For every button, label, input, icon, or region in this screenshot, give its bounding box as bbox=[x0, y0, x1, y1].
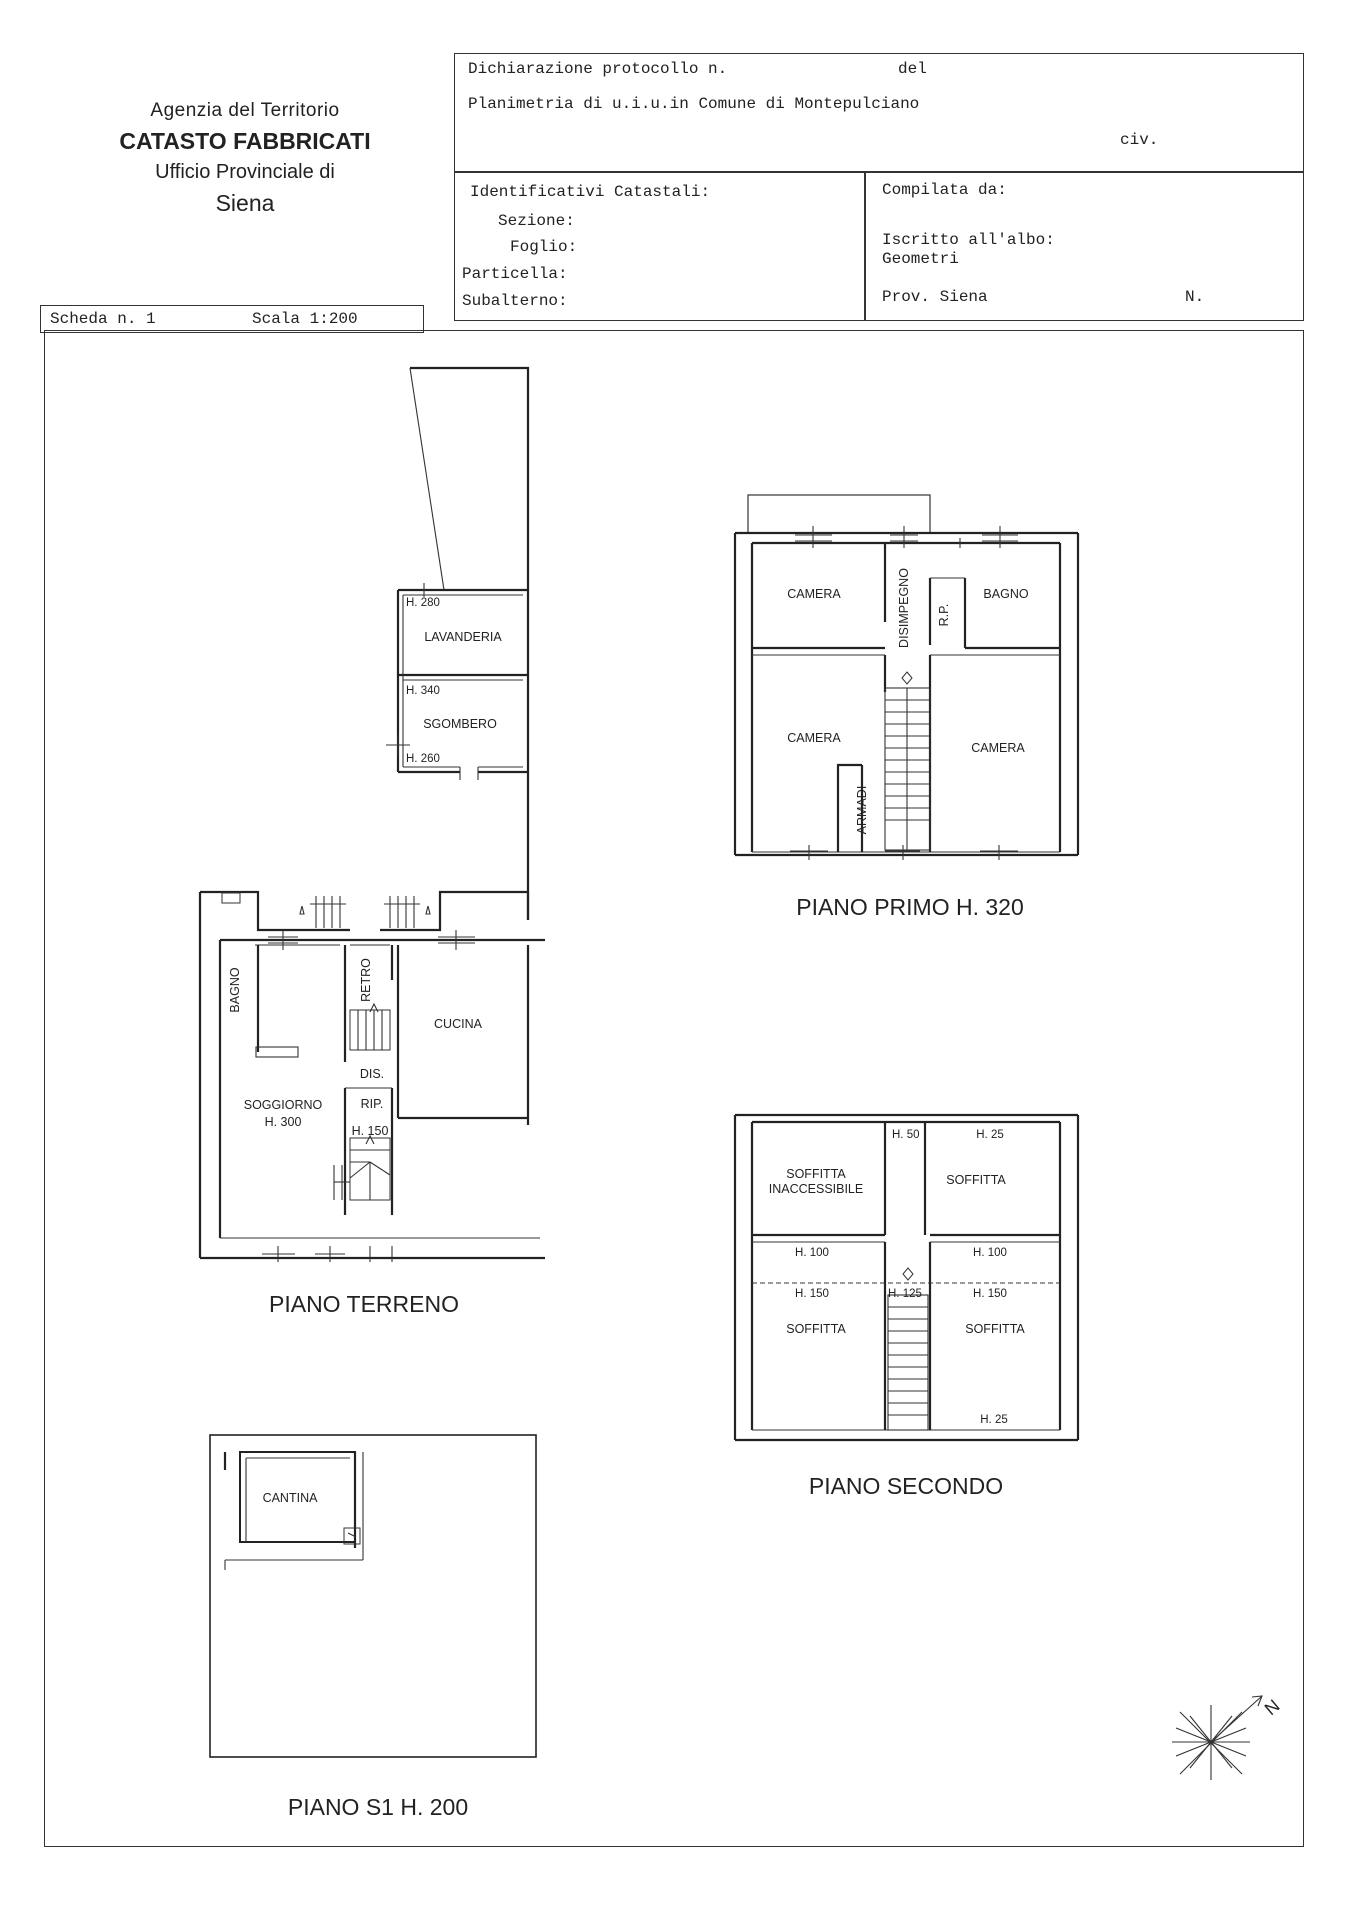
protocol-label: Dichiarazione protocollo n. bbox=[468, 60, 728, 78]
bagno-primo-label: BAGNO bbox=[983, 587, 1029, 601]
soffitta-inaccessibile-line2: INACCESSIBILE bbox=[768, 1182, 864, 1196]
h150-left-label: H. 150 bbox=[795, 1288, 829, 1300]
bagno-terreno-label: BAGNO bbox=[228, 967, 242, 1013]
del-label: del bbox=[898, 60, 927, 78]
annex-structure bbox=[386, 368, 528, 920]
h150-right-label: H. 150 bbox=[973, 1288, 1007, 1300]
scala-label: Scala 1:200 bbox=[252, 310, 358, 328]
geometri-label: Geometri bbox=[882, 250, 959, 268]
disimpegno-label: DISIMPEGNO bbox=[897, 568, 911, 648]
retro-label: RETRO bbox=[359, 958, 373, 1002]
h125-label: H. 125 bbox=[888, 1288, 922, 1300]
h50-label: H. 50 bbox=[892, 1129, 920, 1141]
soffitta-bottom-right-label: SOFFITTA bbox=[965, 1322, 1025, 1336]
h100-right-label: H. 100 bbox=[973, 1247, 1007, 1259]
particella-label: Particella: bbox=[462, 265, 568, 283]
primo-stair bbox=[885, 672, 930, 850]
subalterno-label: Subalterno: bbox=[462, 292, 568, 310]
terreno-stair-rip bbox=[334, 1136, 390, 1200]
camera1-label: CAMERA bbox=[787, 587, 841, 601]
sezione-label: Sezione: bbox=[498, 212, 575, 230]
ident-label: Identificativi Catastali: bbox=[470, 183, 711, 201]
terreno-stair-retro bbox=[350, 1004, 390, 1050]
office-label: Ufficio Provinciale di bbox=[155, 161, 335, 183]
secondo-structure bbox=[735, 1115, 1078, 1440]
soffitta-top-right-label: SOFFITTA bbox=[946, 1173, 1006, 1187]
civ-label: civ. bbox=[1120, 131, 1159, 149]
soffitta-bottom-left-label: SOFFITTA bbox=[786, 1322, 846, 1336]
scheda-label: Scheda n. 1 bbox=[50, 310, 156, 328]
cucina-label: CUCINA bbox=[434, 1017, 482, 1031]
camera3-label: CAMERA bbox=[971, 741, 1025, 755]
h280-label: H. 280 bbox=[406, 597, 440, 609]
soffitta-inaccessibile-line1: SOFFITTA bbox=[786, 1167, 846, 1181]
soggiorno-label: SOGGIORNO bbox=[243, 1098, 323, 1112]
plan-label: Planimetria di u.i.u.in Comune di Montepulciano bbox=[468, 95, 920, 113]
piano-s1-title: PIANO S1 H. 200 bbox=[287, 1794, 469, 1820]
n-label: N. bbox=[1185, 288, 1205, 306]
foglio-label: Foglio: bbox=[510, 238, 578, 256]
h25-bottom-label: H. 25 bbox=[980, 1414, 1008, 1426]
cantina-label: CANTINA bbox=[262, 1491, 318, 1505]
office-city: Siena bbox=[215, 190, 275, 216]
dis-label: DIS. bbox=[359, 1067, 385, 1081]
h25-top-label: H. 25 bbox=[976, 1129, 1004, 1141]
lavanderia-label: LAVANDERIA bbox=[424, 630, 502, 644]
armadi-label: ARMADI bbox=[855, 785, 869, 835]
piano-primo-title: PIANO PRIMO H. 320 bbox=[796, 894, 1024, 920]
rp-label: R.P. bbox=[937, 603, 951, 627]
h340-label: H. 340 bbox=[406, 685, 440, 697]
camera2-label: CAMERA bbox=[787, 731, 841, 745]
h300-label: H. 300 bbox=[264, 1115, 302, 1129]
prov-label: Prov. Siena bbox=[882, 288, 988, 306]
h150-terreno-label: H. 150 bbox=[351, 1124, 389, 1138]
north-label: N bbox=[1260, 1695, 1284, 1720]
h260-label: H. 260 bbox=[406, 753, 440, 765]
north-arrow-icon bbox=[1172, 1696, 1262, 1780]
h100-left-label: H. 100 bbox=[795, 1247, 829, 1259]
sgombero-label: SGOMBERO bbox=[423, 717, 497, 731]
compilata-label: Compilata da: bbox=[882, 181, 1007, 199]
agency-name: Agenzia del Territorio bbox=[150, 100, 340, 121]
rip-label: RIP. bbox=[360, 1097, 384, 1111]
iscritto-label: Iscritto all'albo: bbox=[882, 231, 1055, 249]
s1-structure bbox=[210, 1435, 536, 1757]
primo-structure bbox=[735, 495, 1078, 860]
catasto-title: CATASTO FABBRICATI bbox=[119, 128, 371, 154]
piano-secondo-title: PIANO SECONDO bbox=[808, 1473, 1004, 1499]
piano-terreno-title: PIANO TERRENO bbox=[269, 1291, 459, 1317]
